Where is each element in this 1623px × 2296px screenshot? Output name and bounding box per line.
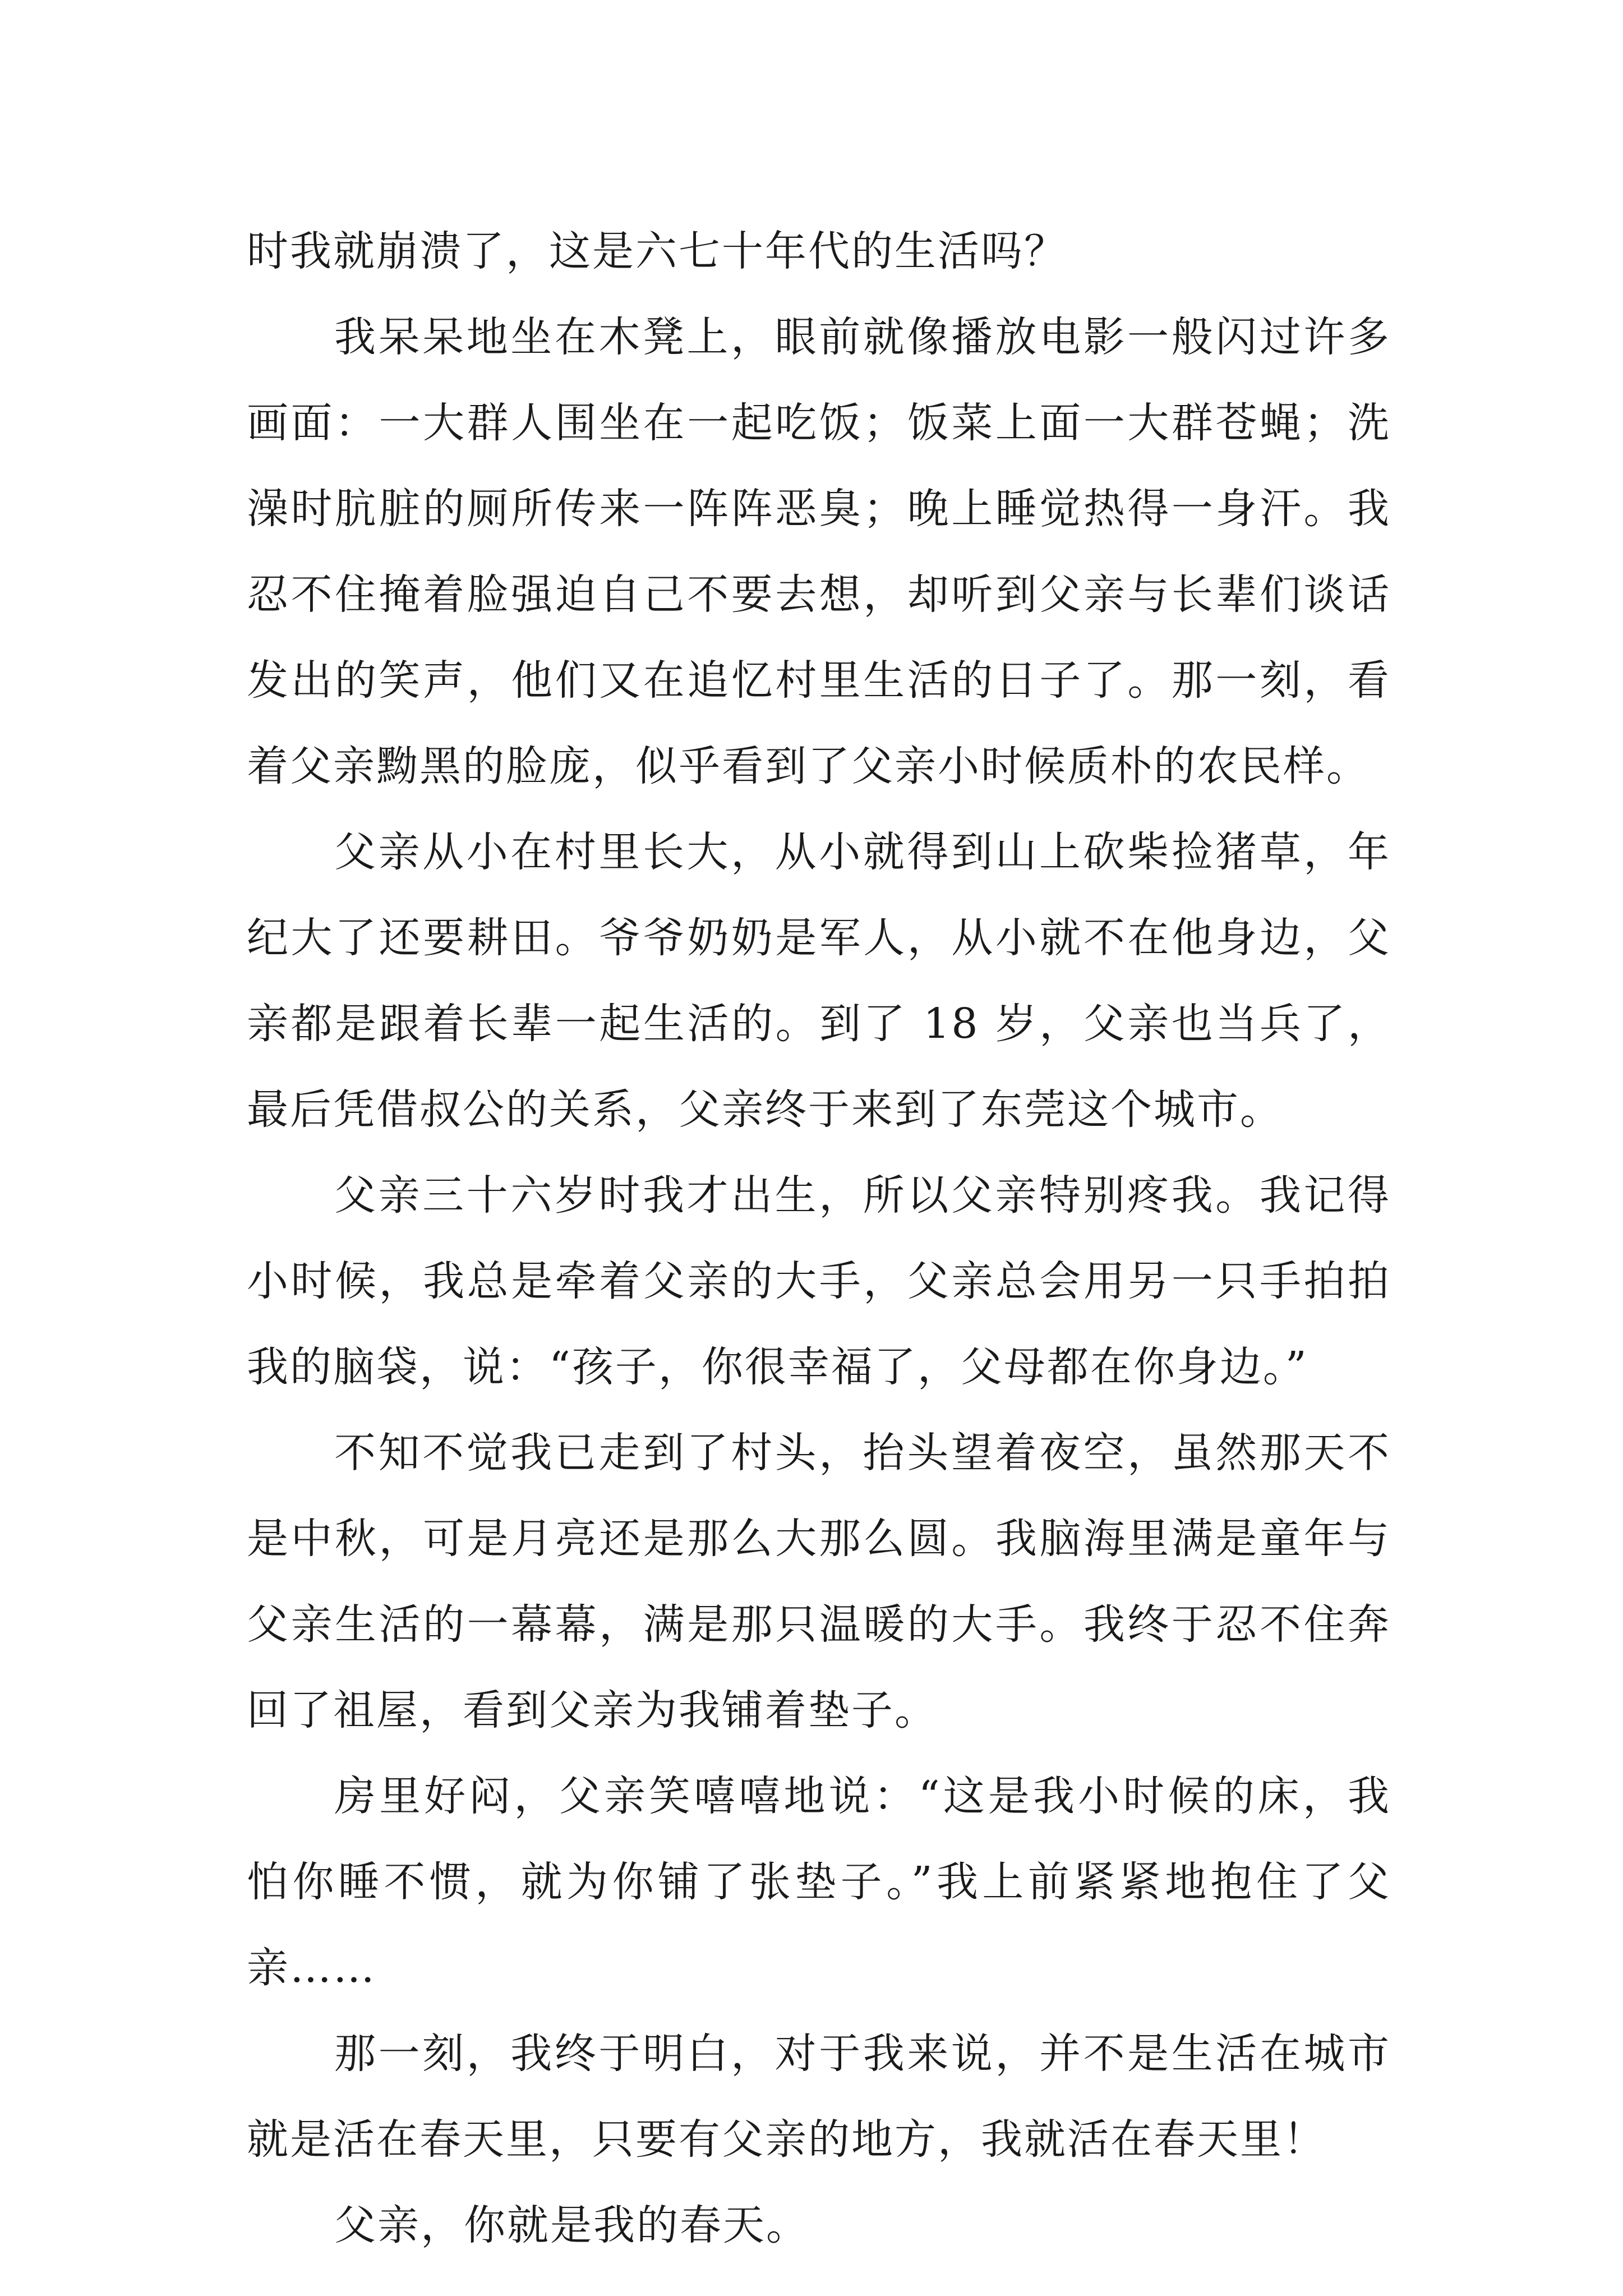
paragraph-7: 那一刻，我终于明白，对于我来说，并不是生活在城市就是活在春天里，只要有父亲的地方，我就活在春天里！ bbox=[247, 2030, 1391, 2164]
document-body bbox=[247, 209, 1391, 2269]
paragraph-8: 父亲，你就是我的春天。 bbox=[334, 2201, 809, 2249]
paragraph-5: 不知不觉我已走到了村头，抬头望着夜空，虽然那天不是中秋，可是月亮还是那么大那么圆。我脑海里满是童年与父亲生活的一幕幕，满是那只温暖的大手。我终于忍不住奔回了祖屋，看到父亲为我铺着垫子。 bbox=[247, 1429, 1391, 1734]
paragraph-2: 我呆呆地坐在木凳上，眼前就像播放电影一般闪过许多画面：一大群人围坐在一起吃饭；饭菜上面一大群苍蝇；洗澡时肮脏的厕所传来一阵阵恶臭；晚上睡觉热得一身汗。我忍不住掩着脸强迫自己不要去想，却听到父亲与长辈们谈话发出的笑声，他们又在追忆村里生活的日子了。那一刻，看着父亲黝黑的脸庞，似乎看到了父亲小时候质朴的农民样。 bbox=[247, 313, 1391, 790]
paragraph-4: 父亲三十六岁时我才出生，所以父亲特别疼我。我记得小时候，我总是牵着父亲的大手，父亲总会用另一只手拍拍我的脑袋，说：“孩子，你很幸福了，父母都在你身边。” bbox=[247, 1171, 1391, 1391]
paragraph-3: 父亲从小在村里长大，从小就得到山上砍柴捡猪草，年纪大了还要耕田。爷爷奶奶是军人，从小就不在他身边，父亲都是跟着长辈一起生活的。到了 18 岁，父亲也当兵了，最后凭借叔公的关系，父亲终于来到了东莞这个城市。 bbox=[247, 828, 1391, 1134]
paragraph-continued: 时我就崩溃了，这是六七十年代的生活吗？ bbox=[247, 227, 1067, 275]
paragraph-6: 房里好闷，父亲笑嘻嘻地说：“这是我小时候的床，我怕你睡不惯，就为你铺了张垫子。”我上前紧紧地抱住了父亲…… bbox=[247, 1772, 1391, 1992]
